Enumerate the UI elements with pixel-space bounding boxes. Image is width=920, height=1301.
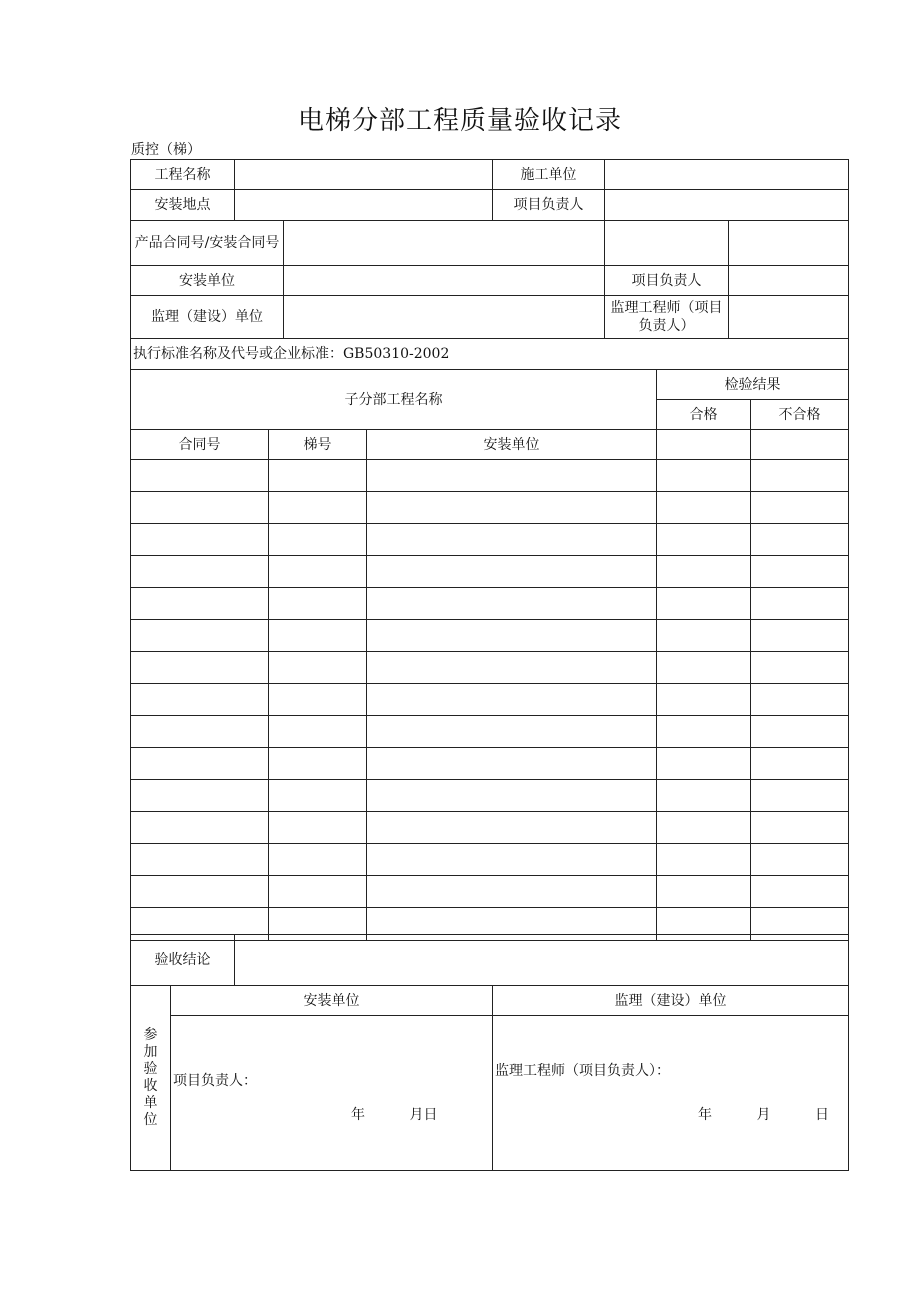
cell[interactable] xyxy=(131,556,269,588)
participant-supervision-unit-header: 监理（建设）单位 xyxy=(493,986,849,1016)
cell[interactable] xyxy=(367,460,657,492)
cell[interactable] xyxy=(367,748,657,780)
cell[interactable] xyxy=(751,844,849,876)
cell[interactable] xyxy=(131,652,269,684)
cell[interactable] xyxy=(751,652,849,684)
table-row xyxy=(131,716,849,748)
cell[interactable] xyxy=(131,780,269,812)
cell[interactable] xyxy=(367,716,657,748)
conclusion-label: 验收结论 xyxy=(131,935,235,986)
cell[interactable] xyxy=(751,620,849,652)
supervision-sign-cell[interactable] xyxy=(493,1016,849,1171)
sub-project-table xyxy=(130,369,849,941)
cell[interactable] xyxy=(131,876,269,908)
supervision-sign-date: 年 月 日 xyxy=(698,1107,830,1123)
cell[interactable] xyxy=(657,460,751,492)
table-row xyxy=(131,556,849,588)
table-row xyxy=(131,588,849,620)
table-row xyxy=(131,812,849,844)
table-row xyxy=(131,460,849,492)
contract-no-value[interactable] xyxy=(284,221,605,266)
cell[interactable] xyxy=(657,684,751,716)
cell[interactable] xyxy=(751,748,849,780)
cell[interactable] xyxy=(367,844,657,876)
page-title: 电梯分部工程质量验收记录 xyxy=(297,106,622,136)
fail-column-blank xyxy=(751,430,849,460)
cell[interactable] xyxy=(269,588,367,620)
cell[interactable] xyxy=(751,588,849,620)
cell[interactable] xyxy=(657,620,751,652)
install-location-label: 安装地点 xyxy=(131,190,235,221)
cell[interactable] xyxy=(269,620,367,652)
project-manager-label: 项目负责人 xyxy=(493,190,605,221)
project-name-value[interactable] xyxy=(235,160,493,190)
contract-no-label: 产品合同号/安装合同号 xyxy=(131,221,284,266)
cell[interactable] xyxy=(131,460,269,492)
table-row xyxy=(131,684,849,716)
install-sign-date: 年 月日 xyxy=(351,1107,438,1123)
cell[interactable] xyxy=(367,780,657,812)
install-unit-column-header: 安装单位 xyxy=(367,430,657,460)
project-name-label: 工程名称 xyxy=(131,160,235,190)
cell[interactable] xyxy=(131,684,269,716)
install-unit-sign-cell[interactable] xyxy=(171,1016,493,1171)
cell[interactable] xyxy=(751,684,849,716)
cell[interactable] xyxy=(751,556,849,588)
cell[interactable] xyxy=(751,524,849,556)
contract-column-header: 合同号 xyxy=(131,430,269,460)
pass-column-blank xyxy=(657,430,751,460)
cell[interactable] xyxy=(269,460,367,492)
cell[interactable] xyxy=(657,716,751,748)
cell[interactable] xyxy=(657,556,751,588)
cell[interactable] xyxy=(657,492,751,524)
cell[interactable] xyxy=(367,812,657,844)
form-code: 质控（梯） xyxy=(131,142,201,158)
table-row xyxy=(131,524,849,556)
supervisor-sign-label: 监理工程师（项目负责人）： xyxy=(495,1063,670,1079)
cell[interactable] xyxy=(657,876,751,908)
cell[interactable] xyxy=(269,812,367,844)
contract-extra-1[interactable] xyxy=(605,221,729,266)
cell[interactable] xyxy=(131,588,269,620)
project-manager-value[interactable] xyxy=(605,190,849,221)
cell[interactable] xyxy=(657,588,751,620)
supervision-unit-label: 监理（建设）单位 xyxy=(131,296,284,339)
table-row xyxy=(131,876,849,908)
elevator-column-header: 梯号 xyxy=(269,430,367,460)
cell[interactable] xyxy=(131,716,269,748)
cell[interactable] xyxy=(131,844,269,876)
fail-header: 不合格 xyxy=(751,400,849,430)
cell[interactable] xyxy=(131,748,269,780)
cell[interactable] xyxy=(751,492,849,524)
cell[interactable] xyxy=(269,844,367,876)
participant-install-unit-header: 安装单位 xyxy=(171,986,493,1016)
table-row xyxy=(131,620,849,652)
cell[interactable] xyxy=(657,844,751,876)
install-location-value[interactable] xyxy=(235,190,493,221)
result-header: 检验结果 xyxy=(657,370,849,400)
project-info-table xyxy=(130,159,849,221)
project-manager-2-label: 项目负责人 xyxy=(605,266,729,296)
cell[interactable] xyxy=(657,524,751,556)
table-row xyxy=(131,748,849,780)
cell[interactable] xyxy=(751,716,849,748)
cell[interactable] xyxy=(657,748,751,780)
cell[interactable] xyxy=(269,780,367,812)
cell[interactable] xyxy=(367,588,657,620)
cell[interactable] xyxy=(751,780,849,812)
cell[interactable] xyxy=(367,876,657,908)
standard-line: 执行标准名称及代号或企业标准：GB50310-2002 xyxy=(131,339,849,370)
table-row xyxy=(131,780,849,812)
supervisor-label: 监理工程师（项目负责人） xyxy=(605,296,729,339)
cell[interactable] xyxy=(269,652,367,684)
contract-info-table xyxy=(130,220,849,370)
manager-sign-label: 项目负责人： xyxy=(173,1073,257,1089)
cell[interactable] xyxy=(131,812,269,844)
cell[interactable] xyxy=(751,876,849,908)
cell[interactable] xyxy=(269,748,367,780)
cell[interactable] xyxy=(269,492,367,524)
cell[interactable] xyxy=(657,812,751,844)
cell[interactable] xyxy=(269,524,367,556)
construction-unit-value[interactable] xyxy=(605,160,849,190)
project-manager-2-value[interactable] xyxy=(729,266,849,296)
participants-label-text: 参加验收单位 xyxy=(143,1027,158,1128)
install-unit-value[interactable] xyxy=(284,266,605,296)
table-row xyxy=(131,844,849,876)
cell[interactable] xyxy=(131,620,269,652)
cell[interactable] xyxy=(269,684,367,716)
pass-header: 合格 xyxy=(657,400,751,430)
conclusion-value[interactable] xyxy=(235,935,849,986)
install-unit-label: 安装单位 xyxy=(131,266,284,296)
cell[interactable] xyxy=(131,492,269,524)
cell[interactable] xyxy=(367,492,657,524)
cell[interactable] xyxy=(751,812,849,844)
cell[interactable] xyxy=(269,876,367,908)
cell[interactable] xyxy=(367,524,657,556)
cell[interactable] xyxy=(269,716,367,748)
supervision-unit-value[interactable] xyxy=(284,296,605,339)
participants-label xyxy=(131,986,171,1171)
acceptance-table xyxy=(130,934,849,1171)
construction-unit-label: 施工单位 xyxy=(493,160,605,190)
sub-project-name-header: 子分部工程名称 xyxy=(131,370,657,430)
supervisor-value[interactable] xyxy=(729,296,849,339)
cell[interactable] xyxy=(657,780,751,812)
contract-extra-2[interactable] xyxy=(729,221,849,266)
cell[interactable] xyxy=(751,460,849,492)
cell[interactable] xyxy=(131,524,269,556)
cell[interactable] xyxy=(367,684,657,716)
cell[interactable] xyxy=(367,556,657,588)
table-row xyxy=(131,652,849,684)
table-row xyxy=(131,492,849,524)
cell[interactable] xyxy=(367,620,657,652)
cell[interactable] xyxy=(657,652,751,684)
cell[interactable] xyxy=(367,652,657,684)
cell[interactable] xyxy=(269,556,367,588)
